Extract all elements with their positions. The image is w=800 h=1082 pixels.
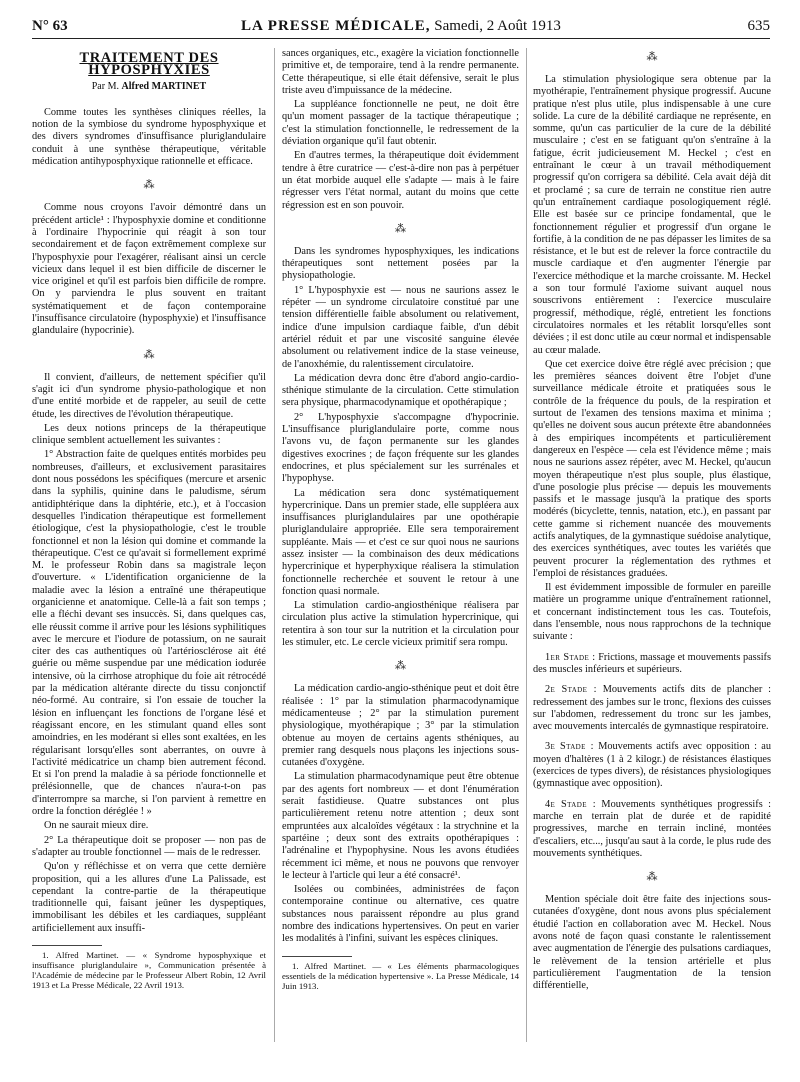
byline-prefix: Par M.	[91, 80, 119, 92]
stade-label: 3e Stade :	[545, 741, 594, 753]
stade-text: Mouvements synthétiques progressifs : marche en terrain plat de durée et de rapidité progressives, marche en terrain incliné, montées d'escaliers, etc..., jusqu'au saut à la corde, le plus rude des mouvements synthétiques.	[533, 798, 772, 859]
section-break: ⁂	[395, 660, 406, 673]
section-break: ⁂	[143, 179, 155, 192]
journal-name: LA PRESSE MÉDICALE,	[241, 18, 431, 34]
paragraph: Les deux notions princeps de la thérapeutique clinique semblent actuellement les suivantes :	[32, 422, 266, 447]
paragraph: Dans les syndromes hyposphyxiques, les indications thérapeutiques sont nettement posées par la physiopathologie.	[282, 245, 519, 282]
section-break: ⁂	[143, 348, 155, 361]
byline	[32, 81, 266, 93]
paragraph: 1° L'hyposphyxie est — nous ne saurions assez le répéter — un syndrome circulatoire constitué par une tension différentielle faible absolument ou relativement, indice d'une impulsion cardiaque faible, d'un débit artériel réduit et par une viscosité sanguine élevée absolument ou relativement indice de la stase veineuse, de l'anoxhémie, du ralentissement circulatoire.	[282, 284, 519, 370]
issue-number: N° 63	[32, 18, 68, 34]
page-header	[32, 16, 770, 36]
paragraph: Mention spéciale doit être faite des injections sous-cutanées d'oxygène, dont nous avons plus spécialement étudié l'action en collaboration avec M. Heckel. Nous avons noté de façon quasi constante le ralentissement avec augmentation de l'énergie des pulsations cardiaques, le relèvement de la tension artérielle et plus particulièrement l'augmentation de la tension différentielle,	[533, 894, 771, 992]
footnote: 1. Alfred Martinet. — « Syndrome hyposphyxique et insuffisance pluriglandulaire », Communication présentée à l'Académie de médecine par le Professeur Albert Robin, 12 Avril 1913 et La Presse Médicale, 22 Avril 1913.	[32, 950, 266, 990]
stade-item	[533, 741, 771, 790]
stade-text: Mouvements actifs avec opposition : au moyen d'haltères (1 à 2 kilogr.) de résistances élastiques (exercices de types divers), de résistances physiologiques (gymnastique avec opposition).	[533, 741, 772, 790]
footnote: 1. Alfred Martinet. — « Les éléments pharmacologiques essentiels de la médication hypertensive ». La Presse Médicale, 14 Juin 1913.	[282, 960, 519, 991]
paragraph: 2° L'hyposphyxie s'accompagne d'hypocrinie. L'insuffisance pluriglandulaire porte, comme nous l'avons vu, de façon permanente sur les glandes digestives exocrines ; de façon fréquente sur les glandes endocrines, et plus spécialement sur les surrénales et l'hypophyse.	[282, 411, 519, 485]
paragraph: sances organiques, etc., exagère la viciation fonctionnelle primitive et, de temporaire, tend à la rendre permanente. Cette thérapeutique, si elle était défensive, serait le plus triste aveu d'impuissance de la médecine.	[282, 48, 519, 96]
paragraph: La médication sera donc systématiquement hypercrinique. Dans un premier stade, elle suppléera aux insuffisances pluriglandulaires par une opothérapie pluriglandulaire appropriée. Elle sera temporairement suppléante. Mais — et c'est ce sur quoi nous ne saurions assez insister — la combinaison des deux médications hypercrinique et hyperphyxique réalisera la stimulation fonctionnelle recherchée et souvent le retour à une fonction quasi normale.	[282, 487, 519, 597]
paragraph: La médication devra donc être d'abord angio-cardio-sthénique stimulante de la circulation. Cette stimulation sera physique, pharmacodynamique et opothérapique ;	[282, 372, 519, 409]
section-break: ⁂	[395, 222, 406, 235]
paragraph: La stimulation physiologique sera obtenue par la myothérapie, l'entraînement physique progressif. Aucune pratique n'est plus utile, plus indispensable à une cure solide. La cure de la débilité cardiaque ne représente, en somme, qu'un cas particulier de la cure de la débilité musculaire ; c'est en se fatiguant qu'on s'entraîne à la fatigue, écrit judicieusement M. Heckel ; c'est en entraînant le cœur à un travail méthodiquement progressif qu'on corrigera sa débilité. Cela avait déjà dit et proclamé ; sa cure de terrain ne constitue rien autre qu'un entraînement cardiaque posologiquement réglé. Elle est basée sur ce principe fondamental, que le fonctionnement régulier et progressif d'un organe le fortifie, à la condition de ne pas dépasser les limites de sa résistance, et le but est de relever la force contractile du muscle cardiaque et d'en augmenter l'énergie par l'exercice méthodique et la marche croissante. M. Heckel a son tour formulé l'axiome suivant auquel nous souscrivons entièrement : l'exercice musculaire progressif, méthodique, réglé, entretient les fonctions circulatoires normales et les rétablit lorsqu'elles sont déviées ; il est donc utile au cœur normal et indispensable au cœur malade.	[533, 74, 771, 356]
paragraph: La médication cardio-angio-sthénique peut et doit être réalisée : 1° par la stimulation pharmacodynamique médicamenteuse ; 2° par la stimulation purement physiologique, myothérapique ; 3° par la stimulation obtenue au moyen de certains agents sthéniques, au premier rang desquels nous plaçons les injections sous-cutanées d'oxygène.	[282, 683, 519, 769]
stade-item	[533, 652, 771, 677]
column-separator	[526, 48, 527, 1042]
paragraph: La suppléance fonctionnelle ne peut, ne doit être qu'un moment passager de la tactique thérapeutique ; c'est la stimulation fonctionnelle, le redressement de la déviation organique qu'il faut obtenir.	[282, 99, 519, 148]
paragraph: Il convient, d'ailleurs, de nettement spécifier qu'il s'agit ici d'un syndrome physio-pathologique et non d'une entité morbide et de rappeler, au seuil de cette étude, les directives de l'évolution thérapeutique.	[32, 371, 266, 420]
paragraph: Comme nous croyons l'avoir démontré dans un précédent article¹ : l'hyposphyxie domine et conditionne à l'ordinaire l'hypocrinie qui réagit à son tour secondairement et de façon extrêmement complexe sur l'hyposphyxie pour l'exagérer, réalisant ainsi un cercle vicieux dans lequel il est bien difficile de discerner le vice originel et qu'il est parfois bien difficile de rompre. On y parviendra le plus souvent en traitant systématiquement et de façon contemporaine l'insuffisance circulatoire (hyposphyxie) et l'insuffisance glandulaire (hypocrinie).	[32, 202, 266, 337]
paragraph: Que cet exercice doive être réglé avec précision ; que les premières séances doivent être l'objet d'une surveillance médicale étroite et pratiquées sous le contrôle de la fréquence du pouls, de la respiration et surtout de l'examen des tensions maxima et minima ; qu'elles ne doivent sous aucun prétexte être abandonnées à des empiriques incompétents et particulièrement dangereux en l'espèce — cela est l'évidence même ; mais nous ne saurions assez répéter, avec M. Heckel, qu'aucun moyen thérapeutique n'est plus souple, plus élastique, d'une posologie plus précise — depuis les mouvements passifs et le massage jusqu'à la pratique des sports modérés (bicyclette, tennis, natation, etc.), en passant par cette gamme si richement nuancée des mouvements actifs analytiques, de la gymnastique suédoise analytique, des exercices synthétiques, avec toutes les variétés que peuvent procurer la réglementation des rythmes et l'emploi de résistances graduées.	[533, 358, 771, 579]
paragraph: La stimulation cardio-angiosthénique réalisera par circulation plus active la stimulation hypercrinique, qui retentira à son tour sur la nutrition et la circulation pour les stimuler, etc. Le cercle vicieux primitif sera rompu.	[282, 600, 519, 649]
stade-item	[533, 684, 771, 733]
footnote-rule	[282, 956, 352, 957]
stade-label: 4e Stade :	[545, 798, 596, 810]
page-number: 635	[747, 18, 770, 34]
header-rule	[32, 38, 770, 39]
column-3	[533, 48, 771, 994]
paragraph: Il est évidemment impossible de formuler en pareille matière un programme unique d'entraînement rationnel, et concernant indistinctement tous les cas. Toutefois, dans l'ensemble, nous nous rapprochons de la technique suivante :	[533, 582, 771, 643]
stade-item	[533, 799, 771, 860]
paragraph: En d'autres termes, la thérapeutique doit évidemment tendre à être curatrice — c'est-à-dire non pas à perpétuer un état morbide auquel elle s'adapte — mais à le faire régresser vers l'état normal, autant du moins que cette régression est en son pouvoir.	[282, 150, 519, 211]
paragraph: 1° Abstraction faite de quelques entités morbides peu nombreuses, d'ailleurs, et exclusivement parasitaires dont nous possédons les spécifiques (mercure et arsenic dans la syphilis, quinine dans le paludisme, sérum antidiphtérique dans la diphtérie, etc.), et à l'occasion desquelles l'indication thérapeutique est formellement étiologique, c'est la physiopathologie, c'est le trouble fonctionnel et non la lésion qui domine et commande la thérapeutique. C'est ce qu'avait si formellement exprimé M. le professeur Robin dans sa magistrale leçon d'ouverture. « L'identification organicienne de la maladie avec la lésion a entraîné une thérapeutique organicienne et anatomique. Celle-là a fait son temps ; elle a fléchi devant ses insuccès. Si, dans quelques cas, elle réussit comme il arrive pour les lésions syphilitiques avec le mercure et l'iodure de potassium, on ne saurait citer des cas authentiques où l'artériosclérose ait été guérie ou même suspendue par une médication iodurée intensive, où la cirrhose atrophique du foie ait rétrocédé par la médication altérante directe du tissu conjonctif néo-formé. Au contraire, si l'on essaie de toucher la lésion en influençant les fonctions de l'organe lésé et réagissant encore, en les stimulant quand elles sont amoindries, en les modérant si elles sont exaltées, en les régularisant lorsqu'elles sont aberrantes, on ouvre à l'activité médicatrice un champ bien autrement fécond. Et si l'on prend la maladie à sa période fonctionnelle et prélésionnelle, que de chances n'aura-t-on pas d'interrompre sa marche, si l'on parvient à remettre en ordre la fonction déréglée ! »	[32, 449, 266, 818]
running-title	[32, 18, 770, 35]
paragraph: Comme toutes les synthèses cliniques réelles, la notion de la symbiose du syndrome hyposphyxique et des divers syndromes d'insuffisance pluriglandulaire conduit à une synthèse thérapeutique, véritable médication antihyposphyxique rationnelle et efficace.	[32, 106, 266, 168]
author-name: Alfred MARTINET	[121, 80, 207, 92]
stade-text: Frictions, massage et mouvements passifs des muscles inférieurs et supérieurs.	[533, 651, 771, 675]
column-2	[282, 48, 519, 991]
stade-label: 1er Stade :	[545, 651, 596, 663]
column-1	[32, 48, 266, 990]
article-title: TRAITEMENT DES HYPOSPHYXIES	[79, 50, 219, 79]
section-break: ⁂	[646, 871, 658, 884]
paragraph: Qu'on y réfléchisse et on verra que cette dernière proposition, qui a les allures d'une La Palissade, est cependant la contre-partie de la thérapeutique traditionnelle qui, faisant jeûner les dyspeptiques, immobilisant les débiles et les cardiaques, suppléant artificiellement aux insuffi-	[32, 861, 266, 934]
column-separator	[274, 48, 275, 1042]
paragraph: Isolées ou combinées, administrées de façon contemporaine continue ou alternative, ces quatre substances nous paraissent répondre au plus grand nombre des indications hypertensives. On peut en varier les modalités à l'infini, suivant les espèces cliniques.	[282, 884, 519, 945]
issue-date: Samedi, 2 Août 1913	[434, 18, 561, 34]
stade-label: 2e Stade :	[545, 684, 597, 696]
paragraph: La stimulation pharmacodynamique peut être obtenue par des agents fort nombreux — et dont l'énumération serait fastidieuse. Quatre substances ont plus particulièrement retenu notre attention ; deux sont empruntées aux alcaloïdes végétaux : la strychnine et la spartéine ; deux sont des extraits opothérapiques : l'adrénaline et l'hypophysine. Nous les avons étudiées récemment ici même, et nous ne pouvons que renvoyer le lecteur à l'article qui leur a été consacré¹.	[282, 771, 519, 881]
stade-text: Mouvements actifs dits de plancher : redressement des jambes sur le tronc, flexions des cuisses sur l'abdomen, redressement du tronc sur les jambes, avec mouvements intercalés de gymnastique respiratoire.	[533, 684, 772, 733]
section-break: ⁂	[646, 51, 658, 63]
paragraph: On ne saurait mieux dire.	[44, 820, 149, 832]
paragraph: 2° La thérapeutique doit se proposer — non pas de s'adapter au trouble fonctionnel — mais de le redresser.	[32, 834, 266, 858]
footnote-rule	[32, 945, 102, 946]
